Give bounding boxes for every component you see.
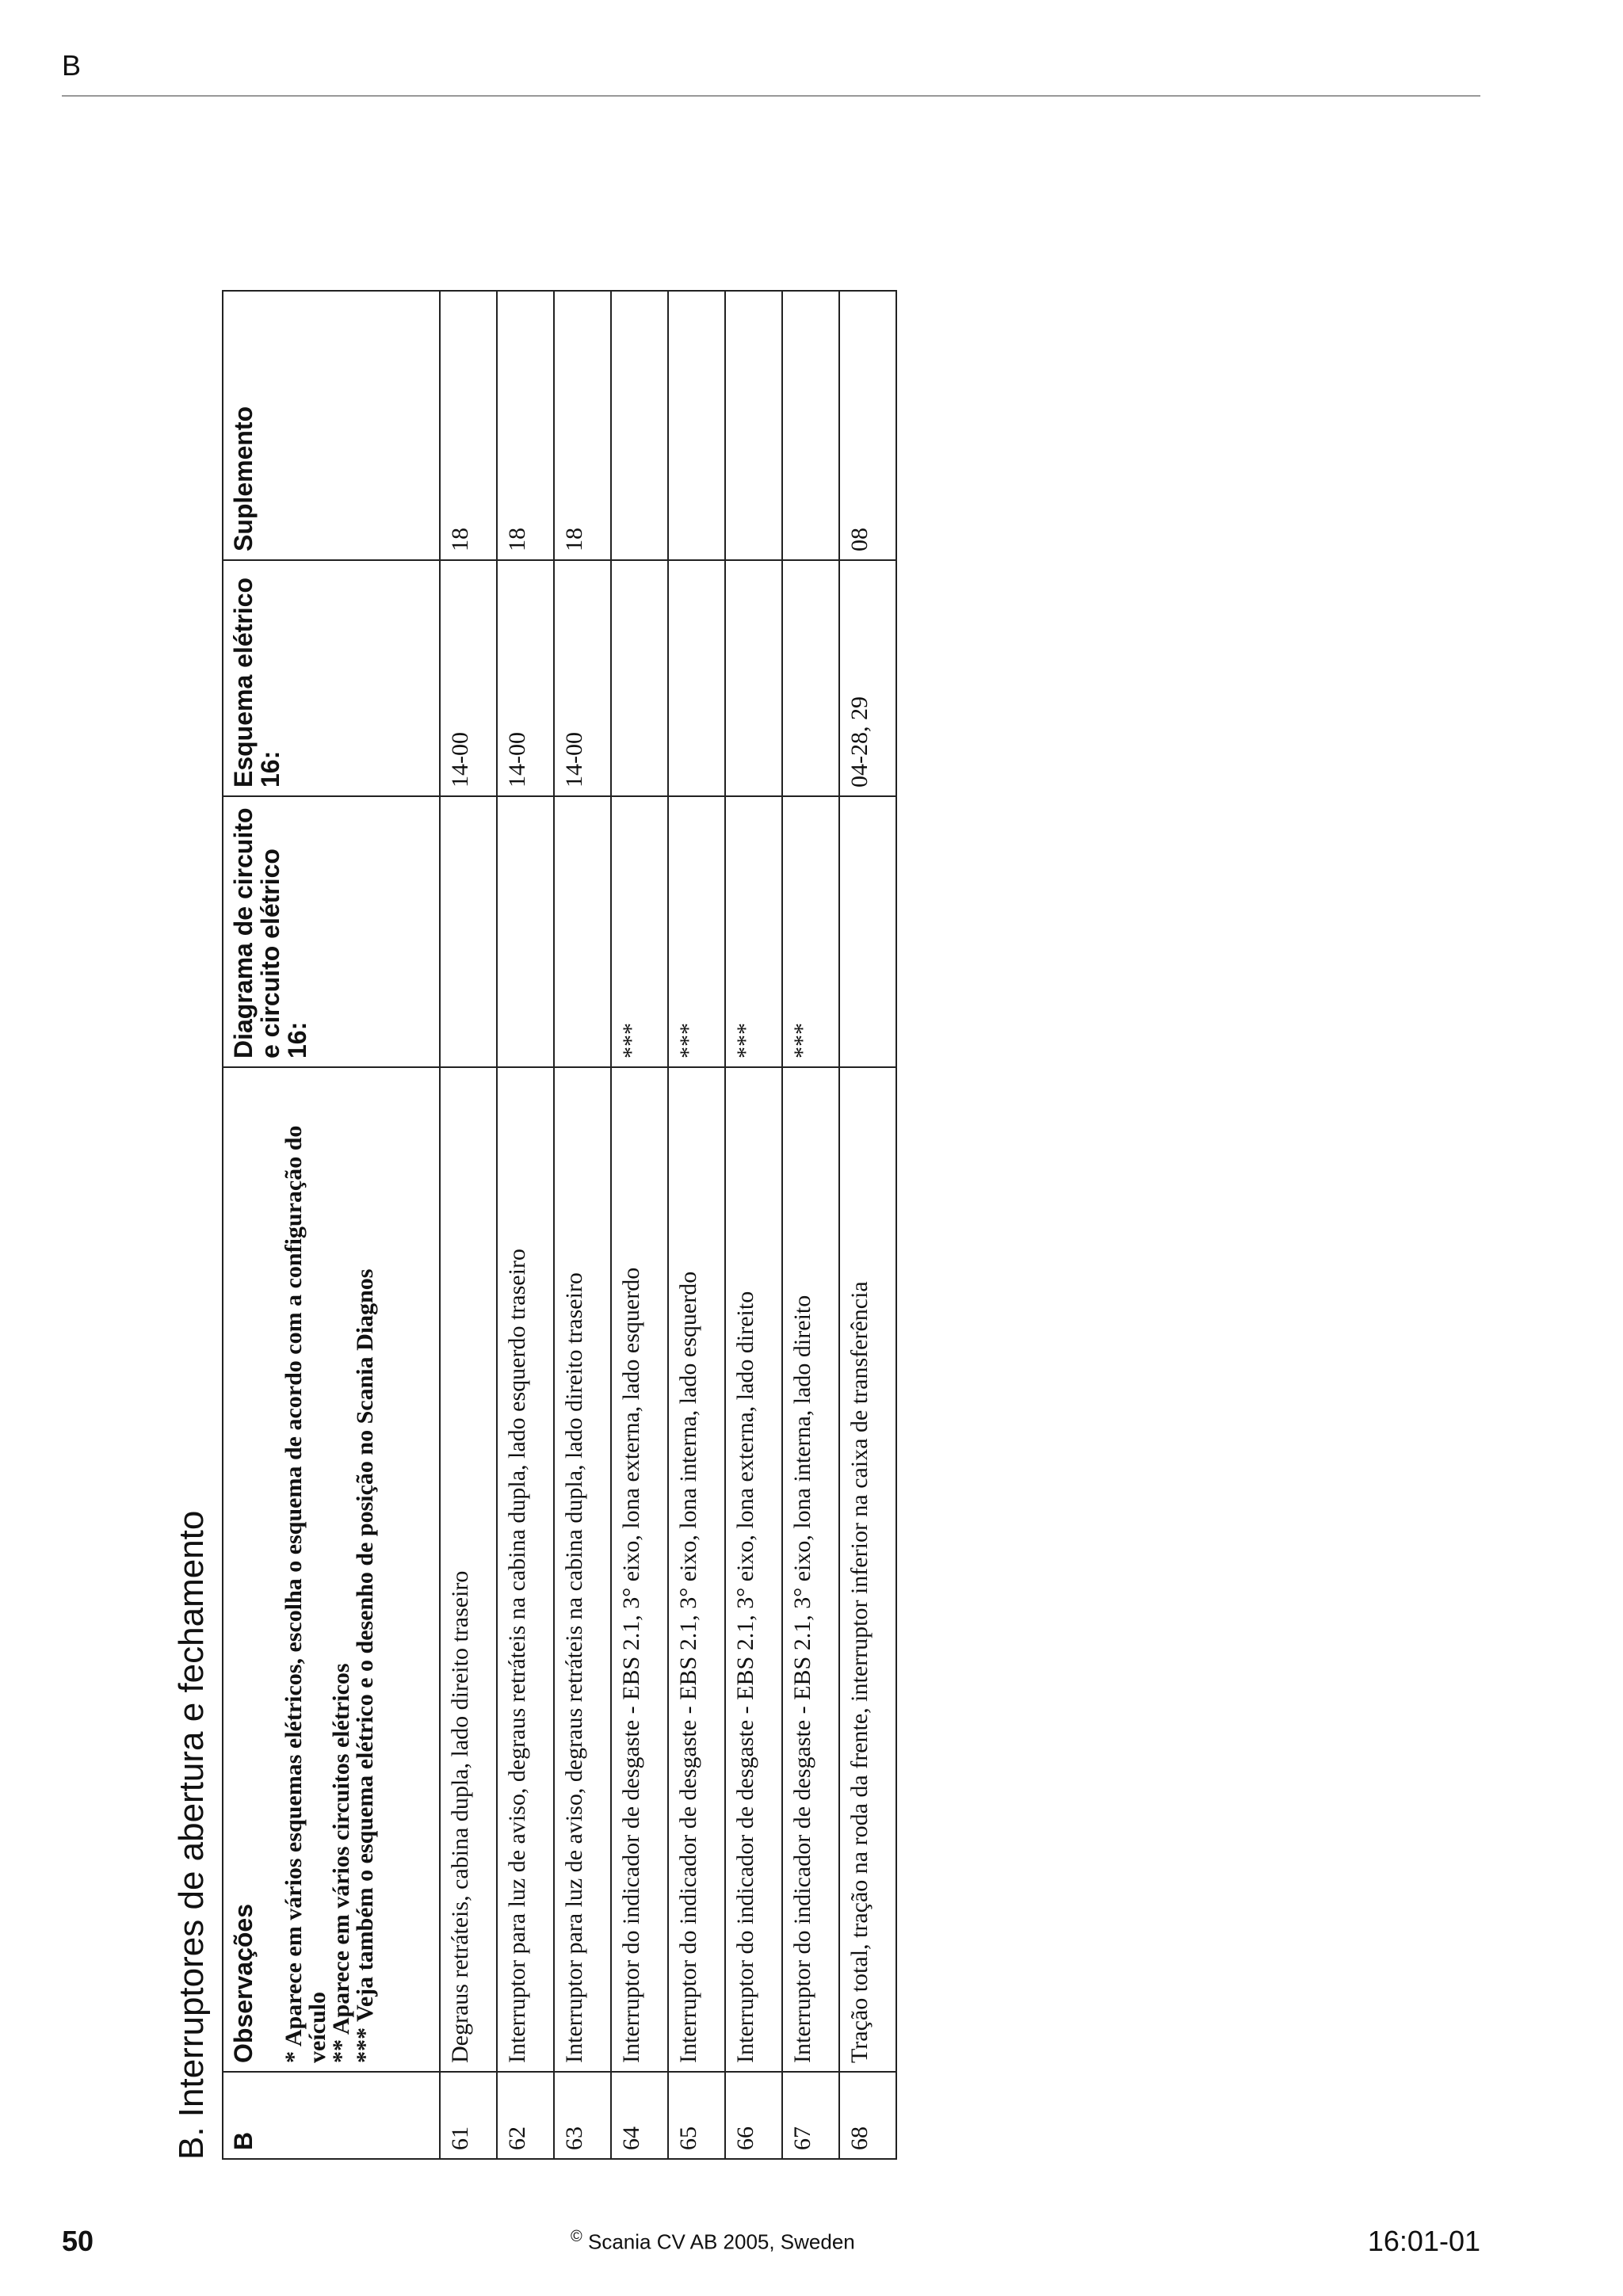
observations-heading: Observações [229,1903,258,2063]
cell-b: 67 [782,2072,839,2159]
cell-b: 62 [497,2072,554,2159]
cell-wiring-diagram [782,560,839,796]
column-header-supplement: Suplemento [223,291,440,560]
header-section-letter: B [62,49,82,82]
cell-observation: Interruptor do indicador de desgaste - EBS 2.1, 3° eixo, lona externa, lado esquerdo [611,1067,668,2072]
cell-wiring-diagram: 04-28, 29 [839,560,896,796]
cell-circuit-diagram: *** [668,796,725,1067]
table-row [497,291,554,2159]
cell-observation: Tração total, tração na roda da frente, interruptor inferior na caixa de transferência [839,1067,896,2072]
footnotes [282,1076,377,2063]
cell-observation: Interruptor para luz de aviso, degraus retráteis na cabina dupla, lado direito traseiro [554,1067,611,2072]
cell-supplement [782,291,839,560]
table-header-row [223,291,440,2159]
column-header-wiring-diagram: Esquema elétrico 16: [223,560,440,796]
cell-supplement: 18 [440,291,497,560]
table-row [611,291,668,2159]
cell-observation: Interruptor do indicador de desgaste - EBS 2.1, 3° eixo, lona interna, lado esquerdo [668,1067,725,2072]
table-row [725,291,782,2159]
cell-supplement: 18 [554,291,611,560]
cell-observation: Interruptor para luz de aviso, degraus retráteis na cabina dupla, lado esquerdo traseiro [497,1067,554,2072]
copyright-symbol: © [571,2228,582,2245]
table-row [782,291,839,2159]
table-row [554,291,611,2159]
copyright-text: Scania CV AB 2005, Sweden [587,2229,855,2254]
cell-circuit-diagram [554,796,611,1067]
page-number: 50 [62,2225,94,2257]
cell-wiring-diagram [611,560,668,796]
note-3: *** Veja também o esquema elétrico e o desenho de posição no Scania Diagnos [352,1268,378,2063]
column-header-b: B [223,2072,440,2159]
table-row [668,291,725,2159]
cell-circuit-diagram [497,796,554,1067]
cell-b: 68 [839,2072,896,2159]
cell-circuit-diagram: *** [782,796,839,1067]
table-row [839,291,896,2159]
cell-wiring-diagram: 14-00 [497,560,554,796]
section-title: B. Interruptores de abertura e fechamento [172,1510,211,2160]
cell-b: 61 [440,2072,497,2159]
cell-wiring-diagram [668,560,725,796]
cell-supplement [725,291,782,560]
cell-circuit-diagram [839,796,896,1067]
cell-circuit-diagram [440,796,497,1067]
cell-circuit-diagram: *** [725,796,782,1067]
cell-wiring-diagram [725,560,782,796]
cell-observation: Degraus retráteis, cabina dupla, lado direito traseiro [440,1067,497,2072]
column-header-observations [223,1067,440,2072]
cell-wiring-diagram: 14-00 [554,560,611,796]
cell-b: 63 [554,2072,611,2159]
cell-observation: Interruptor do indicador de desgaste - EBS 2.1, 3° eixo, lona externa, lado direito [725,1067,782,2072]
switch-table [222,290,897,2160]
cell-circuit-diagram: *** [611,796,668,1067]
cell-supplement [611,291,668,560]
cell-observation: Interruptor do indicador de desgaste - EBS 2.1, 3° eixo, lona interna, lado direito [782,1067,839,2072]
header-divider [62,95,1480,97]
cell-wiring-diagram: 14-00 [440,560,497,796]
column-header-circuit-diagram: Diagrama de circuito e circuito elétrico 16: [223,796,440,1067]
note-2: ** Aparece em vários circuitos elétricos [328,1663,354,2063]
table-row [440,291,497,2159]
cell-supplement: 18 [497,291,554,560]
cell-b: 65 [668,2072,725,2159]
copyright-notice [571,2228,855,2255]
cell-b: 64 [611,2072,668,2159]
document-code: 16:01-01 [1367,2225,1480,2257]
note-1: * Aparece em vários esquemas elétricos, escolha o esquema de acordo com a configuração do veículo [281,1119,330,2063]
cell-supplement: 08 [839,291,896,560]
cell-b: 66 [725,2072,782,2159]
cell-supplement [668,291,725,560]
rotated-table-block [168,290,921,2160]
